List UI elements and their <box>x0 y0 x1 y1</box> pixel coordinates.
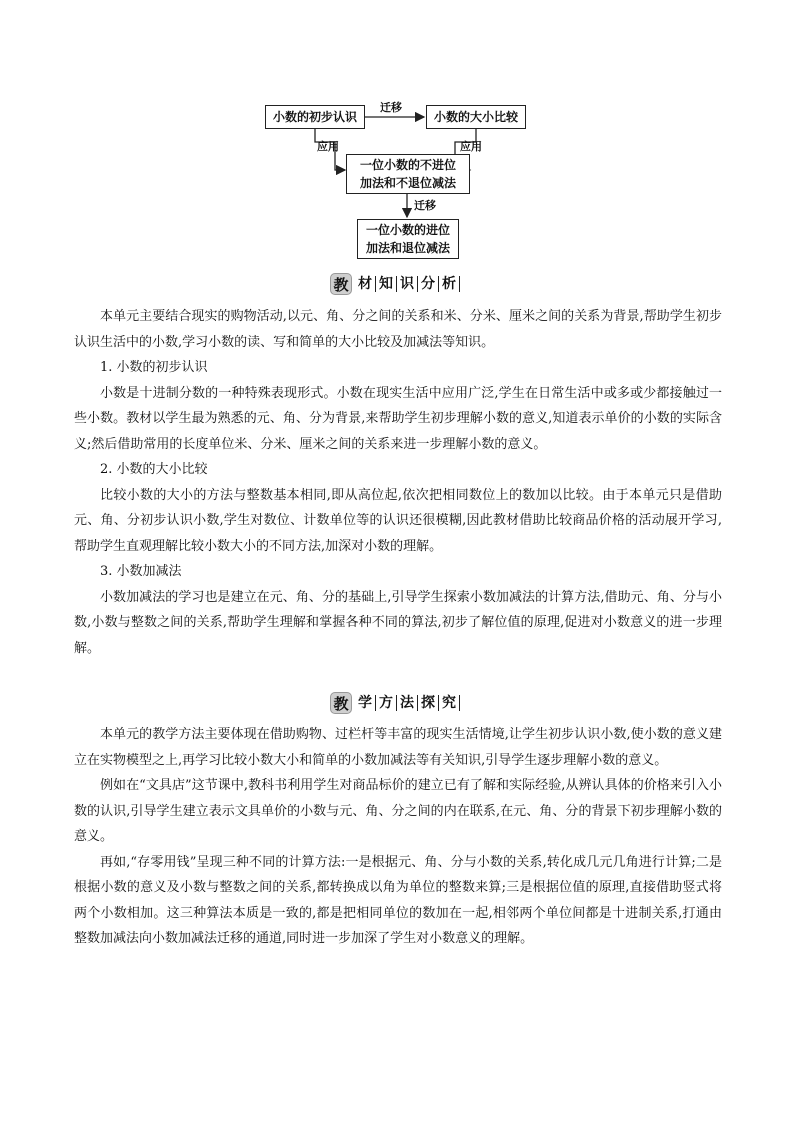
section-title-char: 究 <box>439 695 460 711</box>
subheading-initial-recognition: 1. 小数的初步认识 <box>100 360 208 375</box>
section-body-teaching-methods <box>74 722 722 952</box>
section-badge: 教 <box>330 273 352 295</box>
section-title-char: 方 <box>376 695 397 711</box>
edge-label-transfer-top: 迁移 <box>380 101 402 114</box>
section-title-char: 材 <box>355 276 376 292</box>
paragraph-initial-recognition: 小数是十进制分数的一种特殊表现形式。小数在现实生活中应用广泛,学生在日常生活中或多或少都接触过一些小数。教材以学生最为熟悉的元、角、分为背景,来帮助学生初步理解小数的意义,知道表示单价的小数的实际含义;然后借助常用的长度单位米、分米、厘米之间的关系来进一步理解小数的意义。 <box>74 385 722 452</box>
section-header-textbook-analysis <box>330 273 460 295</box>
node-noncarry-line1: 一位小数的不进位 <box>359 158 456 172</box>
section-title-char: 探 <box>418 695 439 711</box>
section-title <box>355 276 460 292</box>
node-carry-line2: 加法和退位减法 <box>365 241 450 255</box>
section-body-textbook-analysis <box>74 304 722 661</box>
node-carry-line1: 一位小数的进位 <box>365 223 450 237</box>
section-title <box>355 695 460 711</box>
node-carry-add-sub <box>357 219 459 259</box>
paragraph-method-overview: 本单元的教学方法主要体现在借助购物、过栏杆等丰富的现实生活情境,让学生初步认识小数,使小数的意义建立在实物模型之上,再学习比较小数大小和简单的小数加减法等有关知识,引导学生逐步理解小数的意义。 <box>74 727 722 768</box>
section-header-teaching-methods <box>330 692 460 714</box>
subheading-add-subtract: 3. 小数加减法 <box>100 564 182 579</box>
node-initial-recognition <box>265 105 365 129</box>
section-title-char: 识 <box>397 276 418 292</box>
node-size-comparison <box>426 105 526 129</box>
node-noncarry-add-sub <box>346 154 470 194</box>
edge-label-apply-left: 应用 <box>317 140 339 153</box>
intro-paragraph: 本单元主要结合现实的购物活动,以元、角、分之间的关系和米、分米、厘米之间的关系为背景,帮助学生初步认识生活中的小数,学习小数的读、写和简单的大小比较及加减法等知识。 <box>74 309 722 350</box>
edge-label-transfer-down: 迁移 <box>414 199 436 212</box>
section-title-char: 分 <box>418 276 439 292</box>
node-compare-label: 小数的大小比较 <box>433 110 518 124</box>
section-title-char: 法 <box>397 695 418 711</box>
section-title-char: 析 <box>439 276 460 292</box>
edge-label-apply-right: 应用 <box>460 140 482 153</box>
section-badge: 教 <box>330 692 352 714</box>
section-title-char: 知 <box>376 276 397 292</box>
knowledge-flow-diagram <box>0 0 794 260</box>
section-title-char: 学 <box>355 695 376 711</box>
node-noncarry-line2: 加法和不退位减法 <box>359 176 456 190</box>
paragraph-example-stationery: 例如在“文具店”这节课中,教科书利用学生对商品标价的建立已有了解和实际经验,从辨认具体的价格来引入小数的认识,引导学生建立表示文具单价的小数与元、角、分之间的内在联系,在元、角、分的背景下初步理解小数的意义。 <box>74 778 722 844</box>
subheading-size-comparison: 2. 小数的大小比较 <box>100 462 208 477</box>
paragraph-add-subtract: 小数加减法的学习也是建立在元、角、分的基础上,引导学生探索小数加减法的计算方法,借助元、角、分与小数,小数与整数之间的关系,帮助学生理解和掌握各种不同的算法,初步了解位值的原理,促进对小数意义的进一步理解。 <box>74 589 722 656</box>
node-initial-label: 小数的初步认识 <box>272 110 357 124</box>
paragraph-example-savings: 再如,“存零用钱”呈现三种不同的计算方法:一是根据元、角、分与小数的关系,转化成几元几角进行计算;二是根据小数的意义及小数与整数之间的关系,都转换成以角为单位的整数来算;三是根据位值的原理,直接借助竖式将两个小数相加。这三种算法本质是一致的,都是把相同单位的数加在一起,相邻两个单位间都是十进制关系,打通由整数加减法向小数加减法迁移的通道,同时进一步加深了学生对小数意义的理解。 <box>74 854 722 946</box>
paragraph-size-comparison: 比较小数的大小的方法与整数基本相同,即从高位起,依次把相同数位上的数加以比较。由于本单元只是借助元、角、分初步认识小数,学生对数位、计数单位等的认识还很模糊,因此教材借助比较商品价格的活动展开学习,帮助学生直观理解比较小数大小的不同方法,加深对小数的理解。 <box>74 487 722 554</box>
